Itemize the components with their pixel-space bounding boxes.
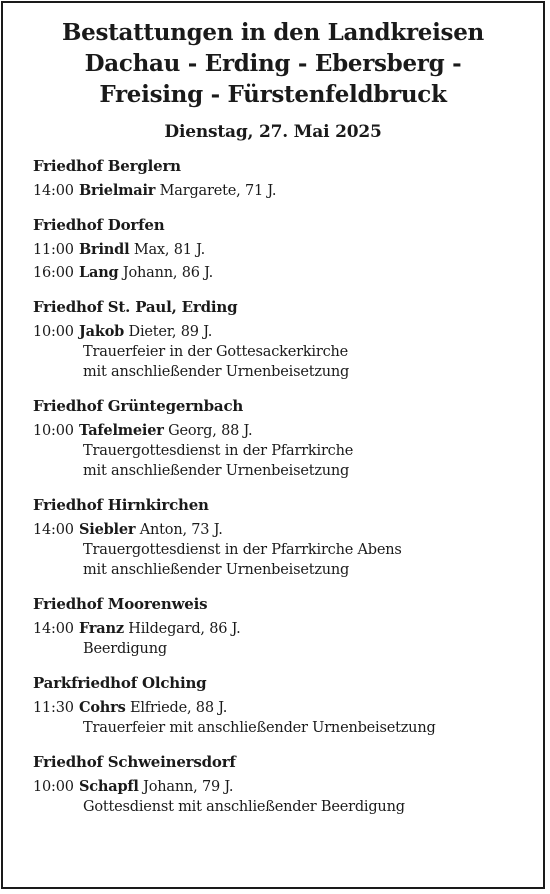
deceased-details: Dieter, 89 J. xyxy=(128,324,213,340)
cemetery-name: Friedhof Grüntegernbach xyxy=(33,397,244,415)
deceased-details: Hildegard, 86 J. xyxy=(128,621,241,637)
cemetery-section xyxy=(33,594,533,659)
burial-entry xyxy=(33,520,533,580)
cemetery-name: Friedhof Hirnkirchen xyxy=(33,496,209,514)
burial-time: 11:00 xyxy=(33,242,74,258)
burial-entry xyxy=(33,240,533,260)
cemetery-section xyxy=(33,156,533,201)
burial-line xyxy=(33,240,533,260)
cemetery-name: Friedhof Schweinersdorf xyxy=(33,753,236,771)
burial-time: 14:00 xyxy=(33,183,74,199)
ceremony-note: Beerdigung xyxy=(83,641,167,657)
ceremony-note: Trauergottesdienst in der Pfarrkirche xyxy=(83,443,354,459)
burial-line xyxy=(33,777,533,797)
deceased-surname: Siebler xyxy=(79,521,136,538)
burial-line xyxy=(33,263,533,283)
burial-entry xyxy=(33,263,533,283)
cemetery-name: Friedhof Moorenweis xyxy=(33,595,208,613)
deceased-surname: Lang xyxy=(79,264,119,281)
deceased-surname: Jakob xyxy=(79,323,125,340)
ceremony-note: mit anschließender Urnenbeisetzung xyxy=(83,463,350,479)
cemetery-section xyxy=(33,297,533,382)
burial-time: 14:00 xyxy=(33,522,74,538)
title-line: Bestattungen in den Landkreisen xyxy=(62,19,484,46)
burial-line xyxy=(33,181,533,201)
deceased-details: Margarete, 71 J. xyxy=(159,183,277,199)
burial-line xyxy=(33,619,533,639)
deceased-surname: Tafelmeier xyxy=(79,422,164,439)
ceremony-note: mit anschließender Urnenbeisetzung xyxy=(83,364,350,380)
burial-line xyxy=(33,520,533,540)
deceased-surname: Schapfl xyxy=(79,778,139,795)
cemetery-section xyxy=(33,752,533,817)
ceremony-note: mit anschließender Urnenbeisetzung xyxy=(83,562,350,578)
burial-time: 10:00 xyxy=(33,324,74,340)
burial-time: 10:00 xyxy=(33,779,74,795)
burial-time: 11:30 xyxy=(33,700,74,716)
deceased-surname: Cohrs xyxy=(79,699,126,716)
cemetery-section xyxy=(33,396,533,481)
burial-time: 16:00 xyxy=(33,265,74,281)
burial-entry xyxy=(33,619,533,659)
ceremony-note: Gottesdienst mit anschließender Beerdigung xyxy=(83,799,405,815)
burial-entry xyxy=(33,322,533,382)
burial-time: 14:00 xyxy=(33,621,74,637)
page-title xyxy=(3,17,543,110)
burial-time: 10:00 xyxy=(33,423,74,439)
burial-line xyxy=(33,322,533,342)
deceased-details: Elfriede, 88 J. xyxy=(129,700,228,716)
cemetery-name: Friedhof St. Paul, Erding xyxy=(33,298,238,316)
deceased-details: Georg, 88 J. xyxy=(168,423,253,439)
burial-line xyxy=(33,421,533,441)
burial-entry xyxy=(33,698,533,738)
burial-line xyxy=(33,698,533,718)
deceased-surname: Franz xyxy=(79,620,124,637)
deceased-surname: Brindl xyxy=(79,241,130,258)
cemetery-name: Parkfriedhof Olching xyxy=(33,674,207,692)
deceased-details: Anton, 73 J. xyxy=(139,522,223,538)
burial-entry xyxy=(33,181,533,201)
ceremony-note: Trauergottesdienst in der Pfarrkirche Abens xyxy=(83,542,402,558)
cemetery-section xyxy=(33,215,533,283)
cemetery-name: Friedhof Dorfen xyxy=(33,216,165,234)
title-line: Dachau - Erding - Ebersberg - xyxy=(84,50,462,77)
ceremony-note: Trauerfeier mit anschließender Urnenbeisetzung xyxy=(83,720,436,736)
ceremony-note: Trauerfeier in der Gottesackerkirche xyxy=(83,344,349,360)
cemetery-list xyxy=(3,156,543,817)
notice-frame xyxy=(1,1,545,889)
cemetery-name: Friedhof Berglern xyxy=(33,157,181,175)
burial-entry xyxy=(33,777,533,817)
deceased-details: Max, 81 J. xyxy=(133,242,206,258)
deceased-details: Johann, 86 J. xyxy=(122,265,214,281)
deceased-surname: Brielmair xyxy=(79,182,156,199)
burial-entry xyxy=(33,421,533,481)
deceased-details: Johann, 79 J. xyxy=(143,779,234,795)
title-line: Freising - Fürstenfeldbruck xyxy=(99,81,447,108)
cemetery-section xyxy=(33,495,533,580)
cemetery-section xyxy=(33,673,533,738)
date-heading: Dienstag, 27. Mai 2025 xyxy=(164,122,382,142)
